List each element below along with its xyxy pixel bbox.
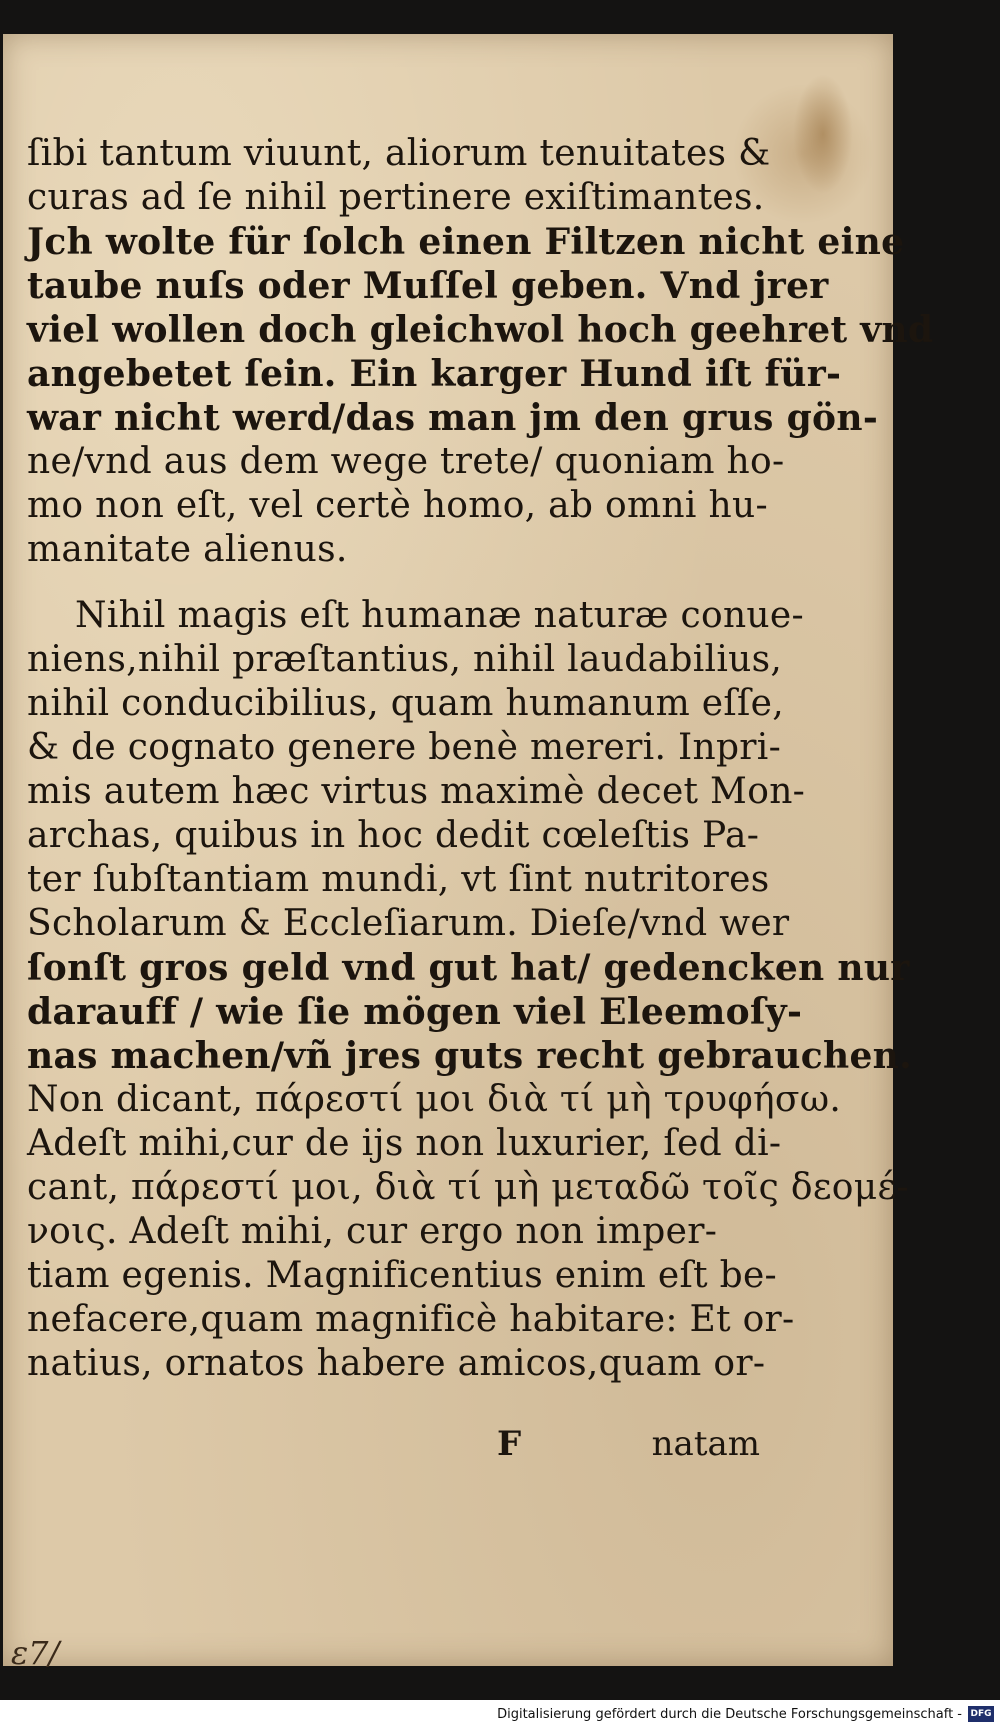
text-line: Non dicant, πάρεστί μοι διὰ τί μὴ τρυφήσω.	[27, 1079, 842, 1120]
text-line: Nihil magis eſt humanæ naturæ conue-	[75, 595, 804, 636]
text-line: Adeſt mihi,cur de ijs non luxurier, ſed di-	[27, 1123, 782, 1164]
footer-credit: Digitalisierung gefördert durch die Deutsche Forschungsgemeinschaft -	[497, 1707, 962, 1722]
book-page	[3, 34, 934, 1672]
text-line: natius, ornatos habere amicos,quam or-	[27, 1343, 766, 1384]
text-line: & de cognato genere benè mereri. Inpri-	[27, 727, 782, 768]
text-line: Scholarum & Eccleſiarum. Dieſe/vnd wer	[27, 903, 790, 944]
text-line: ſibi tantum viuunt, aliorum tenuitates &	[27, 133, 771, 174]
text-line: darauff / wie ſie mögen viel Eleemoſy-	[27, 991, 803, 1033]
text-line: ter ſubſtantiam mundi, vt ſint nutritores	[27, 859, 770, 900]
text-line: nefacere,quam magnificè habitare: Et or-	[27, 1299, 795, 1340]
text-line: ne/vnd aus dem wege trete/ quoniam ho-	[27, 441, 785, 482]
paragraph-gap	[27, 572, 772, 594]
paragraph-1	[27, 132, 934, 572]
signature-mark: F	[497, 1424, 522, 1464]
text-line: taube nuſs oder Muſſel geben. Vnd jrer	[27, 265, 829, 307]
digitization-footer	[0, 1700, 1000, 1730]
text-line: ſonſt gros geld vnd gut hat/ gedencken nur	[27, 947, 910, 989]
paragraph-2	[27, 594, 912, 1386]
text-line: nihil conducibilius, quam humanum eſſe,	[27, 683, 785, 724]
text-line: angebetet ſein. Ein karger Hund iſt für-	[27, 353, 842, 395]
text-line: curas ad ſe nihil pertinere exiſtimantes.	[27, 177, 765, 218]
text-line: mis autem hæc virtus maximè decet Mon-	[27, 771, 806, 812]
text-line: war nicht werd/das man jm den grus gön-	[27, 397, 879, 439]
margin-mark: ɛ7/	[11, 1634, 60, 1672]
text-line: νοις. Adeſt mihi, cur ergo non imper-	[27, 1211, 718, 1252]
text-line: manitate alienus.	[27, 529, 348, 570]
catchword: natam	[651, 1424, 760, 1464]
text-line: cant, πάρεστί μοι, διὰ τί μὴ μεταδῶ τοῖς δεομέ-	[27, 1167, 909, 1208]
page-text	[27, 132, 934, 1386]
page-foot	[27, 1424, 772, 1468]
text-line: Jch wolte für ſolch einen Filtzen nicht eine	[27, 221, 905, 263]
page-damage	[793, 74, 853, 194]
text-line: tiam egenis. Magnificentius enim eſt be-	[27, 1255, 778, 1296]
text-line: viel wollen doch gleichwol hoch geehret vnd	[27, 309, 934, 351]
text-line: mo non eſt, vel certè homo, ab omni hu-	[27, 485, 768, 526]
text-line: niens,nihil præſtantius, nihil laudabilius,	[27, 639, 783, 680]
dfg-logo-icon: DFG	[968, 1706, 994, 1722]
text-line: nas machen/vñ jres guts recht gebrauchen.	[27, 1035, 912, 1077]
text-line: archas, quibus in hoc dedit cœleſtis Pa-	[27, 815, 760, 856]
